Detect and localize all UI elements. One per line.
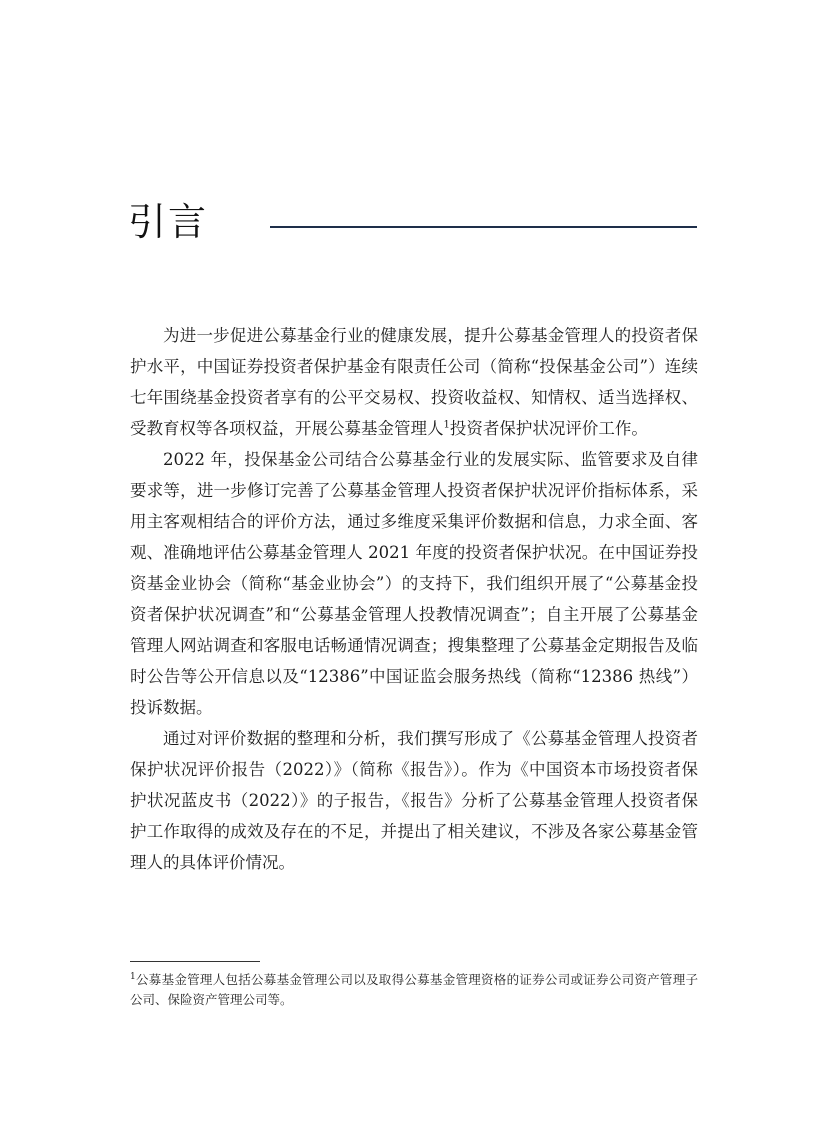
paragraph-3: 通过对评价数据的整理和分析，我们撰写形成了《公募基金管理人投资者保护状况评价报告（2022）》（简称《报告》）。作为《中国资本市场投资者保护状况蓝皮书（2022）》的子报告，《报告》分析了公募基金管理人投资者保护工作取得的成效及存在的不足，并提出了相关建议，不涉及各家公募基金管理人的具体评价情况。 bbox=[130, 729, 698, 872]
footnote-number: 1 bbox=[130, 971, 136, 982]
footnote bbox=[130, 970, 698, 1010]
footnote-reference[interactable]: 1 bbox=[443, 419, 450, 431]
paragraph-1 bbox=[130, 320, 698, 444]
footnote-divider bbox=[130, 961, 260, 962]
paragraph-1-text-end: 投资者保护状况评价工作。 bbox=[449, 419, 648, 438]
paragraph-1-text: 为进一步促进公募基金行业的健康发展，提升公募基金管理人的投资者保护水平，中国证券投资者保护基金有限责任公司（简称“投保基金公司”）连续七年围绕基金投资者享有的公平交易权、投资收益权、知情权、适当选择权、受教育权等各项权益，开展公募基金管理人 bbox=[130, 326, 698, 438]
heading-divider bbox=[270, 226, 697, 228]
body-text bbox=[130, 320, 698, 878]
paragraph-2: 2022 年，投保基金公司结合公募基金行业的发展实际、监管要求及自律要求等，进一步修订完善了公募基金管理人投资者保护状况评价指标体系，采用主客观相结合的评价方法，通过多维度采集评价数据和信息，力求全面、客观、准确地评估公募基金管理人 2021 年度的投资者保护状况。在中国证券投资基金业协会（简称“基金业协会”）的支持下，我们组织开展了“公募基金投资者保护状况调查”和“公募基金管理人投教情况调查”；自主开展了公募基金管理人网站调查和客服电话畅通情况调查；搜集整理了公募基金定期报告及临时公告等公开信息以及“12386”中国证监会服务热线（简称“12386 热线”）投诉数据。 bbox=[130, 450, 698, 717]
section-heading: 引言 bbox=[128, 200, 209, 244]
footnote-text: 公募基金管理人包括公募基金管理公司以及取得公募基金管理资格的证券公司或证券公司资产管理子公司、保险资产管理公司等。 bbox=[130, 972, 698, 1007]
